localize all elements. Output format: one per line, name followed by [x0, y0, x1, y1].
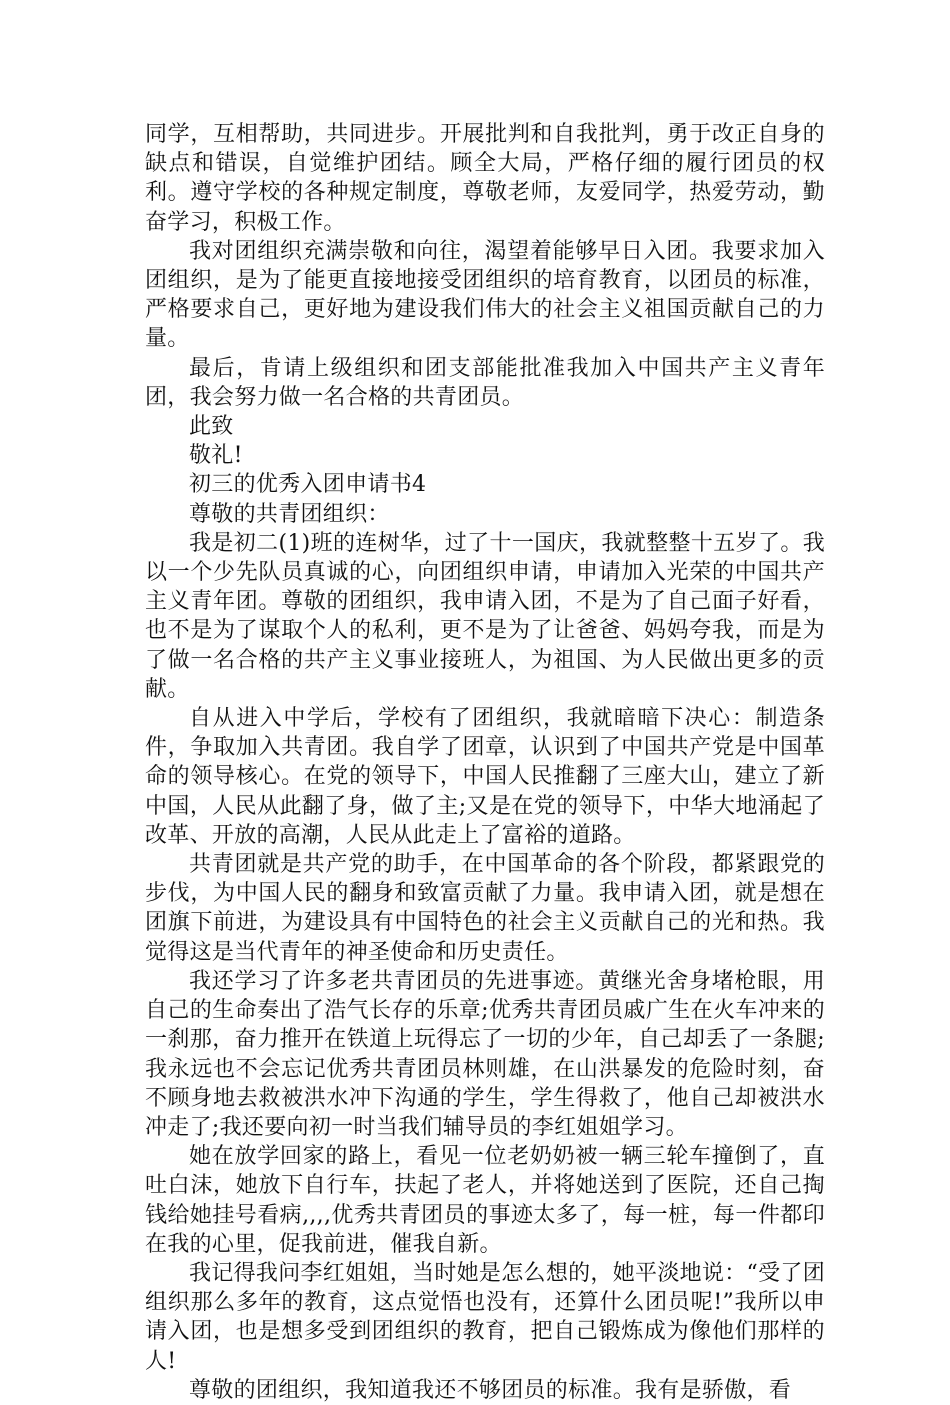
section-title: 初三的优秀入团申请书4: [189, 472, 427, 498]
paragraph: 尊敬的团组织，我知道我还不够团员的标准。我有是骄傲，看: [189, 1377, 792, 1403]
letter-greeting: 尊敬的共青团组织：: [189, 501, 390, 527]
document-page: [145, 120, 825, 1405]
paragraph: 她在放学回家的路上，看见一位老奶奶被一辆三轮车撞倒了，直吐白沫，她放下自行车，扶起了老人，并将她送到了医院，还自己掏钱给她挂号看病,,,,优秀共青团员的事迹太多了，每一桩，每一件都印在我的心里，促我前进，催我自新。: [145, 1144, 825, 1257]
paragraph: 我还学习了许多老共青团员的先进事迹。黄继光舍身堵枪眼，用自己的生命奏出了浩气长存的乐章;优秀共青团员戚广生在火车冲来的一刹那，奋力推开在铁道上玩得忘了一切的少年，自己却丢了一条腿;我永远也不会忘记优秀共青团员林则雄，在山洪暴发的危险时刻，奋不顾身地去救被洪水冲下沟通的学生，学生得救了，他自己却被洪水冲走了;我还要向初一时当我们辅导员的李红姐姐学习。: [145, 968, 825, 1140]
paragraph: 自从进入中学后，学校有了团组织，我就暗暗下决心：制造条件，争取加入共青团。我自学了团章，认识到了中国共产党是中国革命的领导核心。在党的领导下，中国人民推翻了三座大山，建立了新中国，人民从此翻了身，做了主;又是在党的领导下，中华大地涌起了改革、开放的高潮，人民从此走上了富裕的道路。: [145, 706, 825, 848]
paragraph: 最后，肯请上级组织和团支部能批准我加入中国共产主义青年团，我会努力做一名合格的共青团员。: [145, 355, 825, 410]
closing-regards: 敬礼!: [189, 443, 243, 469]
paragraph: 我是初二(1)班的连树华，过了十一国庆，我就整整十五岁了。我以一个少先队员真诚的心，向团组织申请，申请加入光荣的中国共产主义青年团。尊敬的团组织，我申请入团，不是为了自己面子好看，也不是为了谋取个人的私利，更不是为了让爸爸、妈妈夸我，而是为了做一名合格的共产主义事业接班人，为祖国、为人民做出更多的贡献。: [145, 530, 825, 702]
closing-salutation: 此致: [189, 414, 234, 440]
paragraph: 我记得我问李红姐姐，当时她是怎么想的，她平淡地说：“受了团组织那么多年的教育，这点觉悟也没有，还算什么团员呢!”我所以申请入团，也是想多受到团组织的教育，把自己锻炼成为像他们那样的人!: [145, 1260, 825, 1374]
paragraph: 同学，互相帮助，共同进步。开展批判和自我批判，勇于改正自身的缺点和错误，自觉维护团结。顾全大局，严格仔细的履行团员的权利。遵守学校的各种规定制度，尊敬老师，友爱同学，热爱劳动，勤奋学习，积极工作。: [145, 122, 825, 235]
paragraph: 共青团就是共产党的助手，在中国革命的各个阶段，都紧跟党的步伐，为中国人民的翻身和致富贡献了力量。我申请入团，就是想在团旗下前进，为建设具有中国特色的社会主义贡献自己的光和热。我觉得这是当代青年的神圣使命和历史责任。: [145, 852, 825, 965]
paragraph: 我对团组织充满崇敬和向往，渴望着能够早日入团。我要求加入团组织，是为了能更直接地接受团组织的培育教育，以团员的标准，严格要求自己，更好地为建设我们伟大的社会主义祖国贡献自己的力量。: [145, 238, 825, 352]
